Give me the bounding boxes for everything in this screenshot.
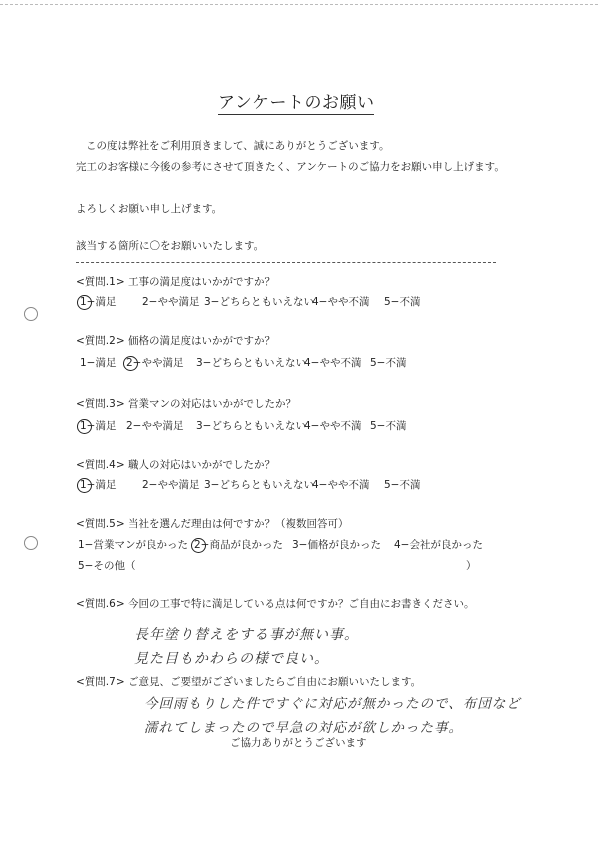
q5-other-open[interactable]: 5−その他（ <box>78 560 136 572</box>
q5-option-2[interactable]: 2−商品が良かった <box>194 539 283 551</box>
q4-option-4[interactable]: 4−やや不満 <box>312 479 370 491</box>
q3-option-1[interactable]: 1−満足 <box>80 420 117 432</box>
q4-option-2[interactable]: 2−やや満足 <box>142 479 200 491</box>
question-3-label: <質問.3> 営業マンの対応はいかがでしたか？ <box>76 398 296 410</box>
q2-selected-circle <box>123 356 138 371</box>
intro-line-3: よろしくお願い申し上げます。 <box>76 203 223 215</box>
question-1-label: <質問.1> 工事の満足度はいかがですか？ <box>76 276 275 288</box>
punch-hole-lower <box>24 536 38 550</box>
question-7-label: <質問.7> ご意見、ご要望がございましたらご自由にお願いいたします。 <box>76 676 422 688</box>
q4-option-3[interactable]: 3−どちらともいえない <box>204 479 314 491</box>
q5-option-1[interactable]: 1−営業マンが良かった <box>78 539 188 551</box>
q4-selected-circle <box>77 478 92 493</box>
q4-option-1[interactable]: 1−満足 <box>80 479 117 491</box>
question-5-label: <質問.5> 当社を選んだ理由は何ですか？（複数回答可） <box>76 518 349 530</box>
q5-option-4[interactable]: 4−会社が良かった <box>394 539 483 551</box>
q2-option-2[interactable]: 2−やや満足 <box>126 357 184 369</box>
question-4-options <box>80 479 480 493</box>
q1-option-1[interactable]: 1−満足 <box>80 296 117 308</box>
q3-option-5[interactable]: 5−不満 <box>370 420 407 432</box>
q7-answer-line-2: 濡れてしまったので早急の対応が欲しかった事。 <box>144 720 463 736</box>
intro-line-4: 該当する箇所に〇をお願いいたします。 <box>76 240 265 252</box>
q2-option-5[interactable]: 5−不満 <box>370 357 407 369</box>
question-3-options <box>80 420 480 434</box>
intro-line-1: この度は弊社をご利用頂きまして、誠にありがとうございます。 <box>86 140 390 152</box>
q4-option-5[interactable]: 5−不満 <box>384 479 421 491</box>
q3-option-3[interactable]: 3−どちらともいえない <box>196 420 306 432</box>
q1-selected-circle <box>77 295 92 310</box>
q6-answer-line-1: 長年塗り替えをする事が無い事。 <box>134 627 359 643</box>
q3-option-4[interactable]: 4−やや不満 <box>304 420 362 432</box>
q7-answer-line-1: 今回雨もりした件ですぐに対応が無かったので、布団など <box>144 696 521 712</box>
question-1-options <box>80 296 480 310</box>
q6-answer-line-2: 見た目もかわらの様で良い。 <box>134 651 329 667</box>
q5-option-3[interactable]: 3−価格が良かった <box>292 539 381 551</box>
q1-option-5[interactable]: 5−不満 <box>384 296 421 308</box>
section-divider <box>76 262 496 263</box>
q2-option-1[interactable]: 1−満足 <box>80 357 117 369</box>
q2-option-3[interactable]: 3−どちらともいえない <box>196 357 306 369</box>
q1-option-3[interactable]: 3−どちらともいえない <box>204 296 314 308</box>
intro-line-2: 完工のお客様に今後の参考にさせて頂きたく、アンケートのご協力をお願い申し上げます。 <box>76 161 505 173</box>
closing-thanks: ご協力ありがとうございます <box>230 737 367 749</box>
punch-hole-upper <box>24 307 38 321</box>
q2-option-4[interactable]: 4−やや不満 <box>304 357 362 369</box>
scan-top-edge <box>0 4 598 5</box>
q1-option-4[interactable]: 4−やや不満 <box>312 296 370 308</box>
q5-selected-circle <box>191 538 206 553</box>
q3-option-2[interactable]: 2−やや満足 <box>126 420 184 432</box>
question-5-options <box>78 539 488 553</box>
question-4-label: <質問.4> 職人の対応はいかがでしたか？ <box>76 459 275 471</box>
question-2-options <box>80 357 480 371</box>
page-title: アンケートのお願い <box>218 88 374 115</box>
q3-selected-circle <box>77 419 92 434</box>
q1-option-2[interactable]: 2−やや満足 <box>142 296 200 308</box>
question-2-label: <質問.2> 価格の満足度はいかがですか？ <box>76 335 275 347</box>
question-6-label: <質問.6> 今回の工事で特に満足している点は何ですか？ご自由にお書きください。 <box>76 598 475 610</box>
q5-other-close: ） <box>466 560 477 572</box>
